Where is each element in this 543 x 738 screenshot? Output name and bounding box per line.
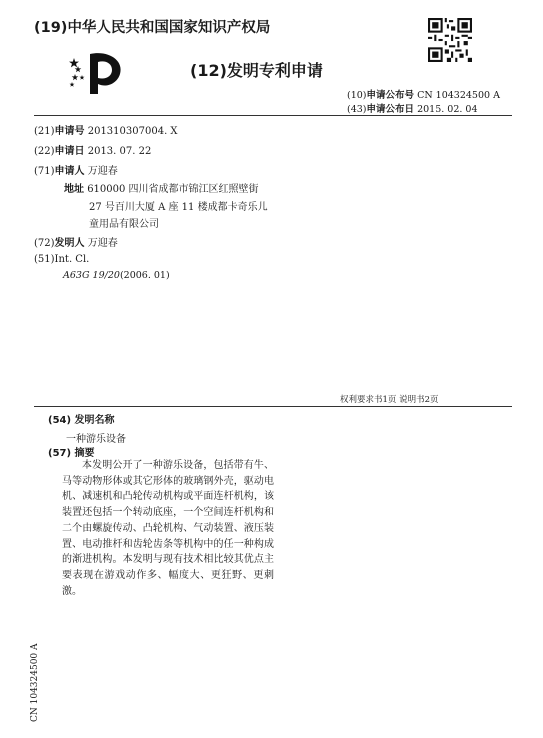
- publication-date: (43)申请公布日 2015. 02. 04: [347, 104, 478, 115]
- ipc-classification: A63G 19/20(2006. 01): [63, 270, 170, 281]
- document-type: (12)发明专利申请: [190, 61, 323, 80]
- page-count: 权利要求书1页 说明书2页: [340, 395, 439, 405]
- invention-title: 一种游乐设备: [66, 434, 126, 445]
- inventor: (72)发明人 万迎春: [34, 238, 118, 249]
- section-divider: [34, 406, 512, 407]
- int-cl-heading: (51)Int. Cl.: [34, 254, 90, 265]
- qr-code-icon: [428, 18, 472, 62]
- application-date: (22)申请日 2013. 07. 22: [34, 146, 152, 157]
- abstract-text: 本发明公开了一种游乐设备，包括带有牛、马等动物形体或其它形体的玻璃钢外壳，驱动电机、减速机和凸轮传动机构或平面连杆机构，该装置还包括一个转动底座，一个空间连杆机构和二个由螺旋传动、凸轮机构、气动装置、液压装置、电动推杆和齿轮齿条等机构中的任一种构成的渐进机构。本发明与现有技术相比较其优点主要表现在游戏动作多、幅度大、更狂野、更刺激。: [62, 460, 274, 597]
- cnipa-logo-icon: [68, 48, 126, 96]
- header-divider: [34, 115, 512, 116]
- applicant: (71)申请人 万迎春: [34, 166, 118, 177]
- office-name: (19)中华人民共和国国家知识产权局: [34, 20, 271, 36]
- publication-number: (10)申请公布号 CN 104324500 A: [347, 90, 500, 101]
- side-publication-number: CN 104324500 A: [30, 643, 40, 722]
- title-heading: (54) 发明名称: [48, 415, 115, 426]
- abstract-body: [62, 458, 274, 599]
- application-number: (21)申请号 201310307004. X: [34, 126, 178, 137]
- abstract-heading: (57) 摘要: [48, 448, 95, 459]
- address-line-1: 地址 610000 四川省成都市锦江区红照壁街: [64, 184, 259, 195]
- address-line-2: 27 号百川大厦 A 座 11 楼成都卡奇乐儿: [89, 202, 268, 213]
- address-line-3: 童用品有限公司: [89, 219, 159, 230]
